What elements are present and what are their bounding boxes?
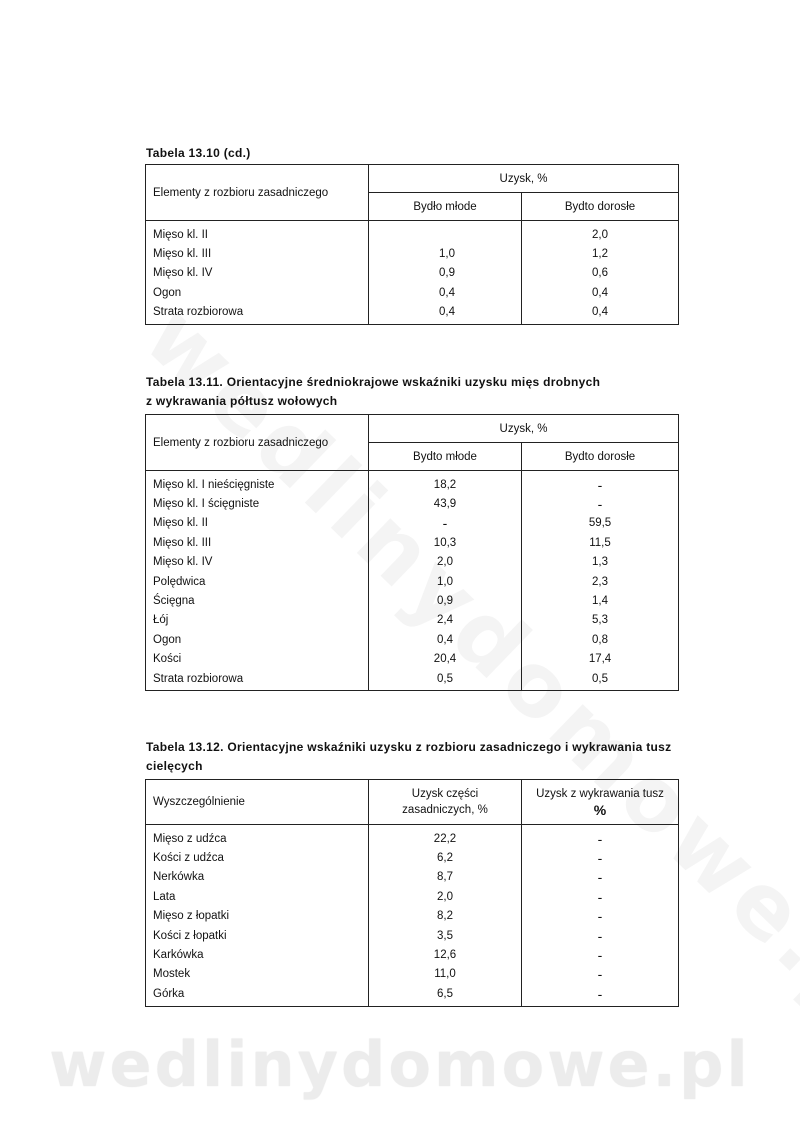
cell-young: 0,9 <box>369 264 522 283</box>
table-row <box>146 283 679 302</box>
table-row <box>146 887 679 906</box>
cell-base-yield: 8,7 <box>369 868 522 887</box>
caption-line: cielęcych <box>146 759 203 773</box>
table-row <box>146 303 679 325</box>
cell-adult: 2,3 <box>522 572 679 591</box>
column-header-group: Uzysk, % <box>369 165 679 193</box>
table-row <box>146 848 679 867</box>
footer-watermark: wedlinydomowe.pl <box>49 1028 751 1101</box>
row-label: Ogon <box>146 630 369 649</box>
table-row <box>146 471 679 495</box>
cell-adult: - <box>522 471 679 495</box>
row-label: Mięso kl. III <box>146 244 369 263</box>
table-row <box>146 221 679 245</box>
table-row <box>146 244 679 263</box>
column-header-name: Wyszczególnienie <box>146 780 369 825</box>
row-label: Strata rozbiorowa <box>146 669 369 691</box>
column-header-trim-yield <box>522 780 679 825</box>
column-header-base-yield <box>369 780 522 825</box>
caption-line: Tabela 13.12. Orientacyjne wskaźniki uzysku z rozbioru zasadniczego i wykrawania tusz <box>146 740 672 754</box>
table-row <box>146 965 679 984</box>
table-13-12-caption <box>146 738 686 776</box>
table-row <box>146 650 679 669</box>
row-label: Mięso kl. I nieścięgniste <box>146 471 369 495</box>
cell-young: 18,2 <box>369 471 522 495</box>
row-label: Strata rozbiorowa <box>146 303 369 325</box>
row-label: Nerkówka <box>146 868 369 887</box>
cell-base-yield: 12,6 <box>369 945 522 964</box>
table-row <box>146 945 679 964</box>
cell-base-yield: 22,2 <box>369 825 522 849</box>
header-line: zasadniczych, % <box>402 804 488 816</box>
table-13-10-caption <box>146 144 686 163</box>
cell-trim-yield: - <box>522 965 679 984</box>
cell-adult: 1,2 <box>522 244 679 263</box>
cell-adult: 0,8 <box>522 630 679 649</box>
row-label: Polędwica <box>146 572 369 591</box>
cell-base-yield: 8,2 <box>369 907 522 926</box>
row-label: Mięso z łopatki <box>146 907 369 926</box>
cell-trim-yield: - <box>522 848 679 867</box>
cell-young: 0,4 <box>369 303 522 325</box>
header-line: Uzysk z wykrawania tusz <box>536 788 664 800</box>
column-header-young: Bydło młode <box>369 193 522 221</box>
table-13-10-title: Tabela 13.10 (cd.) <box>146 146 251 160</box>
cell-adult: 2,0 <box>522 221 679 245</box>
table-13-10 <box>145 164 679 325</box>
cell-young: 1,0 <box>369 244 522 263</box>
table-row <box>146 611 679 630</box>
row-label: Ścięgna <box>146 591 369 610</box>
cell-adult: 1,4 <box>522 591 679 610</box>
cell-base-yield: 6,5 <box>369 984 522 1006</box>
table-row <box>146 984 679 1006</box>
cell-young <box>369 221 522 245</box>
cell-young: 10,3 <box>369 533 522 552</box>
row-label: Mięso kl. IV <box>146 553 369 572</box>
row-label: Mięso kl. II <box>146 221 369 245</box>
table-row <box>146 630 679 649</box>
row-label: Kości z łopatki <box>146 926 369 945</box>
table-row <box>146 494 679 513</box>
cell-young: 20,4 <box>369 650 522 669</box>
cell-base-yield: 11,0 <box>369 965 522 984</box>
column-header-group: Uzysk, % <box>369 415 679 443</box>
row-label: Karkówka <box>146 945 369 964</box>
cell-young: 43,9 <box>369 494 522 513</box>
row-label: Ogon <box>146 283 369 302</box>
cell-trim-yield: - <box>522 887 679 906</box>
cell-adult: 11,5 <box>522 533 679 552</box>
cell-trim-yield: - <box>522 868 679 887</box>
cell-trim-yield: - <box>522 825 679 849</box>
cell-young: 2,0 <box>369 553 522 572</box>
column-header-adult: Bydto dorosłe <box>522 443 679 471</box>
header-line: % <box>593 802 607 818</box>
cell-adult: 17,4 <box>522 650 679 669</box>
cell-young: 0,4 <box>369 283 522 302</box>
row-label: Łój <box>146 611 369 630</box>
cell-trim-yield: - <box>522 907 679 926</box>
cell-adult: 0,4 <box>522 283 679 302</box>
cell-base-yield: 3,5 <box>369 926 522 945</box>
table-row <box>146 907 679 926</box>
row-label: Lata <box>146 887 369 906</box>
column-header-young: Bydto młode <box>369 443 522 471</box>
row-label: Kości z udźca <box>146 848 369 867</box>
cell-adult: 0,6 <box>522 264 679 283</box>
cell-trim-yield: - <box>522 945 679 964</box>
row-label: Kości <box>146 650 369 669</box>
cell-adult: - <box>522 494 679 513</box>
cell-base-yield: 6,2 <box>369 848 522 867</box>
row-label: Mięso kl. II <box>146 514 369 533</box>
table-row <box>146 264 679 283</box>
table-row <box>146 553 679 572</box>
cell-young: - <box>369 514 522 533</box>
cell-trim-yield: - <box>522 984 679 1006</box>
row-label: Górka <box>146 984 369 1006</box>
row-label: Mięso z udźca <box>146 825 369 849</box>
caption-line: z wykrawania półtusz wołowych <box>146 394 338 408</box>
cell-adult: 59,5 <box>522 514 679 533</box>
table-row <box>146 533 679 552</box>
column-header-elements: Elementy z rozbioru zasadniczego <box>146 165 369 221</box>
cell-young: 0,5 <box>369 669 522 691</box>
cell-trim-yield: - <box>522 926 679 945</box>
table-row <box>146 926 679 945</box>
table-13-12 <box>145 779 679 1007</box>
table-13-11-caption <box>146 373 686 411</box>
cell-adult: 5,3 <box>522 611 679 630</box>
row-label: Mostek <box>146 965 369 984</box>
table-13-11 <box>145 414 679 691</box>
cell-young: 0,9 <box>369 591 522 610</box>
cell-adult: 0,5 <box>522 669 679 691</box>
table-row <box>146 572 679 591</box>
cell-young: 1,0 <box>369 572 522 591</box>
cell-young: 2,4 <box>369 611 522 630</box>
table-row <box>146 868 679 887</box>
cell-adult: 0,4 <box>522 303 679 325</box>
cell-young: 0,4 <box>369 630 522 649</box>
header-line: Uzysk części <box>411 788 479 800</box>
caption-line: Tabela 13.11. Orientacyjne średniokrajowe wskaźniki uzysku mięs drobnych <box>146 375 601 389</box>
row-label: Mięso kl. III <box>146 533 369 552</box>
table-row <box>146 669 679 691</box>
table-row <box>146 514 679 533</box>
column-header-elements: Elementy z rozbioru zasadniczego <box>146 415 369 471</box>
table-row <box>146 591 679 610</box>
row-label: Mięso kl. I ścięgniste <box>146 494 369 513</box>
cell-base-yield: 2,0 <box>369 887 522 906</box>
column-header-adult: Bydto dorosłe <box>522 193 679 221</box>
cell-adult: 1,3 <box>522 553 679 572</box>
table-row <box>146 825 679 849</box>
row-label: Mięso kl. IV <box>146 264 369 283</box>
